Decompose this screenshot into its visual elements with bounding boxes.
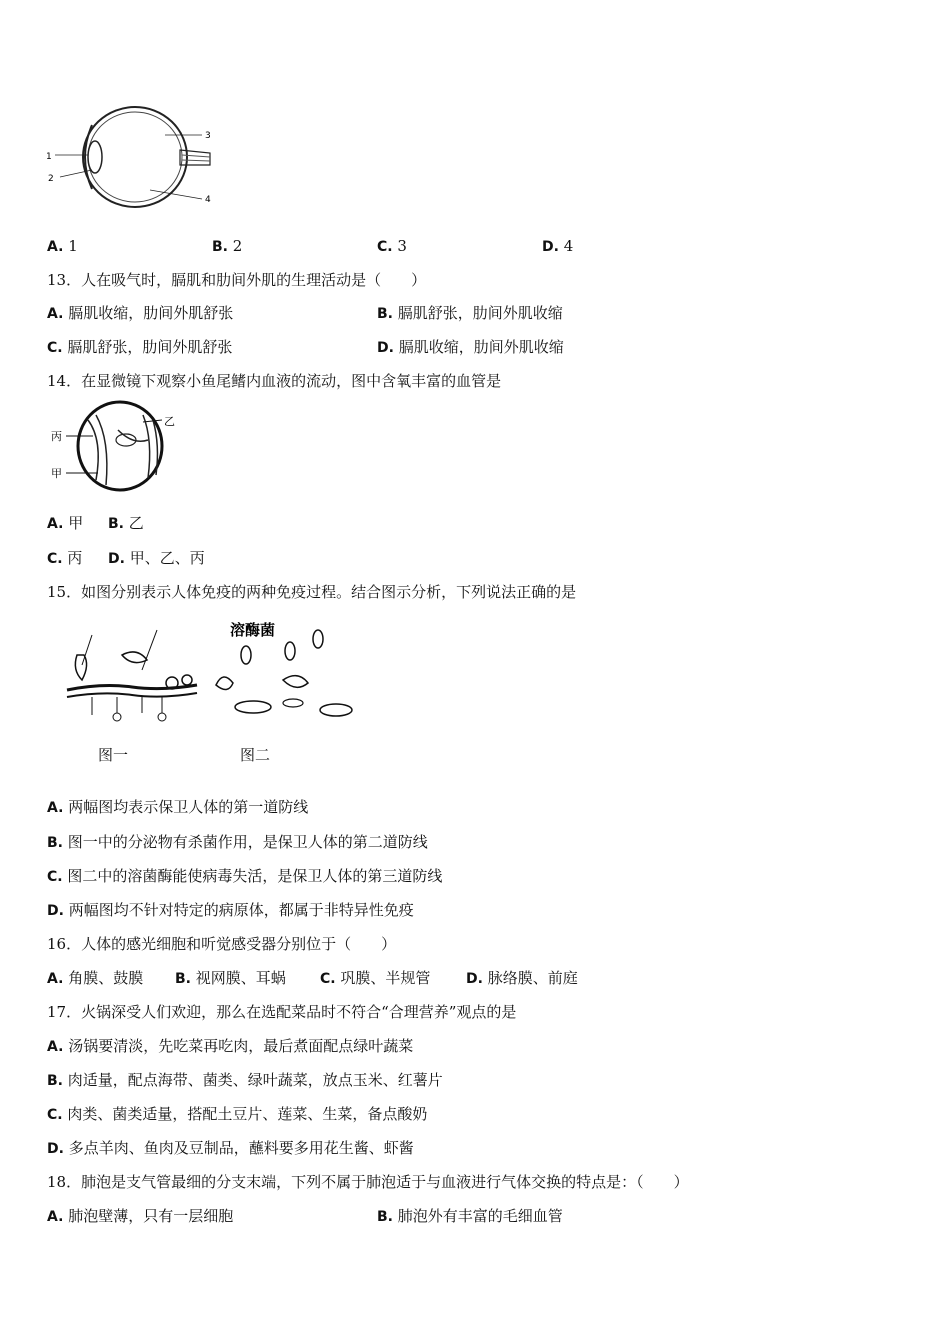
q14-option-d: D. 甲、乙、丙 [108, 549, 205, 567]
immunity-figure-2 [208, 615, 358, 725]
q14-option-c: C. 丙 [47, 549, 83, 567]
q13-option-a: A. 膈肌收缩，肋间外肌舒张 [47, 304, 234, 322]
eye-label-3: 3 [205, 131, 211, 141]
eye-label-4: 4 [205, 195, 211, 205]
q15-option-d: D. 两幅图均不针对特定的病原体，都属于非特异性免疫 [47, 901, 414, 919]
q13-option-b: B. 膈肌舒张，肋间外肌收缩 [377, 304, 563, 322]
figure-1-caption: 图一 [98, 746, 129, 764]
q15-option-a: A. 两幅图均表示保卫人体的第一道防线 [47, 798, 309, 816]
fish-label-bing: 丙 [51, 430, 62, 443]
q16-stem: 16．人体的感光细胞和听觉感受器分别位于（ ） [47, 935, 397, 953]
q16-option-b: B. 视网膜、耳蜗 [175, 969, 286, 987]
q14-stem: 14．在显微镜下观察小鱼尾鳍内血液的流动，图中含氧丰富的血管是 [47, 372, 502, 390]
eye-label-1: 1 [46, 152, 52, 162]
q12-option-a: A. 1 [47, 237, 78, 255]
q18-option-a: A. 肺泡壁薄，只有一层细胞 [47, 1207, 234, 1225]
q15-option-c: C. 图二中的溶菌酶能使病毒失活，是保卫人体的第三道防线 [47, 867, 443, 885]
q14-option-b: B. 乙 [108, 514, 144, 532]
eye-diagram [40, 95, 220, 225]
q18-stem: 18．肺泡是支气管最细的分支末端，下列不属于肺泡适于与血液进行气体交换的特点是：（ ） [47, 1173, 689, 1191]
lysozyme-label: 溶酶菌 [230, 621, 276, 639]
q16-option-c: C. 巩膜、半规管 [320, 969, 431, 987]
fish-tail-microscope-diagram [48, 400, 198, 495]
figure-2-caption: 图二 [240, 746, 271, 764]
q17-option-d: D. 多点羊肉、鱼肉及豆制品，蘸料要多用花生酱、虾酱 [47, 1139, 414, 1157]
q17-stem: 17．火锅深受人们欢迎，那么在选配菜品时不符合“合理营养”观点的是 [47, 1003, 517, 1021]
q15-stem: 15．如图分别表示人体免疫的两种免疫过程。结合图示分析，下列说法正确的是 [47, 583, 577, 601]
fish-label-jia: 甲 [51, 467, 62, 480]
q12-option-b: B. 2 [212, 237, 243, 255]
q17-option-c: C. 肉类、菌类适量，搭配土豆片、莲菜、生菜，备点酸奶 [47, 1105, 428, 1123]
q17-option-b: B. 肉适量，配点海带、菌类、绿叶蔬菜，放点玉米、红薯片 [47, 1071, 443, 1089]
q13-option-d: D. 膈肌收缩，肋间外肌收缩 [377, 338, 564, 356]
q15-option-b: B. 图一中的分泌物有杀菌作用，是保卫人体的第二道防线 [47, 833, 428, 851]
q12-option-d: D. 4 [542, 237, 574, 255]
q13-option-c: C. 膈肌舒张，肋间外肌舒张 [47, 338, 233, 356]
q14-option-a: A. 甲 [47, 514, 84, 532]
q18-option-b: B. 肺泡外有丰富的毛细血管 [377, 1207, 563, 1225]
fish-label-yi: 乙 [164, 415, 175, 428]
q17-option-a: A. 汤锅要清淡，先吃菜再吃肉，最后煮面配点绿叶蔬菜 [47, 1037, 414, 1055]
q13-stem: 13．人在吸气时，膈肌和肋间外肌的生理活动是（ ） [47, 271, 427, 289]
immunity-figure-1 [62, 625, 202, 725]
q16-option-d: D. 脉络膜、前庭 [466, 969, 578, 987]
q12-option-c: C. 3 [377, 237, 407, 255]
q16-option-a: A. 角膜、鼓膜 [47, 969, 144, 987]
eye-label-2: 2 [48, 174, 54, 184]
